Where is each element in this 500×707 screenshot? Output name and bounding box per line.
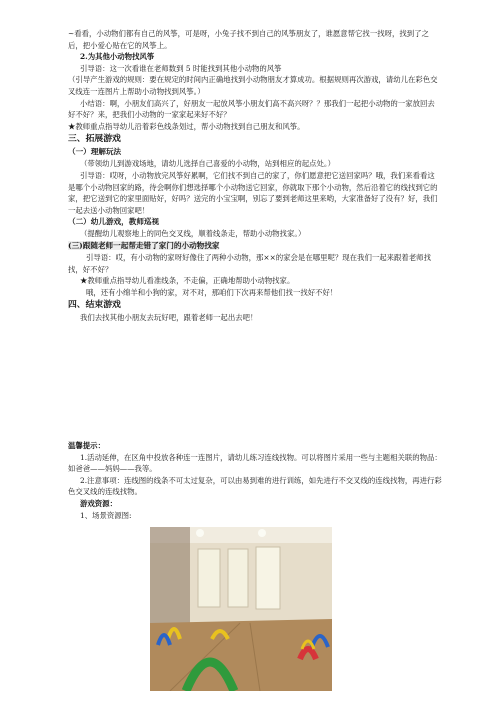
remind-paragraph: （提醒幼儿观察地上的同色交叉线，顺着线条走，帮助小动物找家。） (80, 229, 306, 239)
tips-title: 温馨提示： (68, 441, 105, 450)
resources-title: 游戏资源： (80, 498, 117, 508)
ceiling-light-icon (258, 529, 266, 537)
closing-line-sheep-dog: 哦，还有小绵羊和小狗的家，对不对，那咱们下次再来帮他们找一找好不好！ (86, 287, 338, 297)
lead-to-field-paragraph: （带领幼儿到游戏场地，请幼儿选择自己喜爱的小动物，站到相应的起点处。） (80, 159, 335, 169)
ceiling-light-icon (196, 529, 204, 537)
classroom-scene-icon (150, 527, 332, 691)
classroom-photo (150, 527, 332, 691)
section-heading-find-kites: 2.为其他小动物找风筝 (80, 52, 155, 62)
window-left-shape (198, 549, 220, 607)
heading-extension-game: 三、拓展游戏 (68, 134, 121, 145)
tip-item-2: 2.注意事项：连线图的线条不可太过复杂，可以由易到难的进行训练，如先进行不交叉线的连线找物，再进行彩色交叉线的连线找物。 (68, 475, 442, 497)
subheading-understand-rules: （一）理解玩法 (68, 147, 122, 157)
tip-item-1: 1.活动延伸，在区角中投放各种连一连图片，请幼儿练习连线找物。可以将图片采用一些与主题相关联的物品：如爸爸——妈妈——我等。 (68, 452, 442, 474)
lesson-plan-body (68, 28, 442, 324)
subheading-children-play: （二）幼儿游戏，教师巡视 (68, 217, 160, 227)
teacher-tip-1: ★教师重点指导幼儿沿着彩色线条划过，帮小动物找到自己朋友和风筝。 (68, 121, 305, 131)
rule-paragraph: （引导产生游戏的规则：要在规定的时间内正确地找到小动物朋友才算成功。根据规则再次游戏，请幼儿在彩色交叉线连一连图片上帮助小动物找到风筝。） (68, 75, 438, 96)
window-right-shape (256, 547, 280, 609)
tips-section (68, 440, 442, 521)
resources-item: 1、场景资源图: (80, 510, 132, 520)
end-game-paragraph: 我们去找其他小朋友去玩好吧，跟着老师一起出去吧！ (80, 313, 258, 323)
summary-paragraph: 小结语：啊，小朋友们高兴了，好朋友一起放风筝小朋友们高不高兴呀？？那我们一起把小动物的一家放回去好不好？来，把我们小动物的一家家起来好不好？ (68, 98, 435, 120)
guide-paragraph-3: 引导语：哎，有小动物的家呀好像住了两种小动物，那××的家会是在哪里呢？现在我们一起来跟着老师找找，好不好？ (68, 252, 431, 274)
window-mid-shape (228, 549, 248, 607)
guide-paragraph-2: 引导语：哎呀，小动物放完风筝好累啊，它们找不到自己的家了，你们愿意把它送回家吗？哦，我们来看看这是哪个小动物回家的路，待会啊你们想选择哪个小动物送它回家，你就取下那个小动物，然后沿着它的线找到它的家，把它送到它的家里面贴好，好吗？送完的小宝宝啊，别忘了要到老师这里来哟，大家准备好了没有？好，我们一起去送小动物回家吧！ (68, 170, 438, 215)
heading-end-game: 四、结束游戏 (68, 300, 121, 311)
teacher-tip-2: ★教师重点指导幼儿看准线条，不走偏，正确地帮助小动物找家。 (80, 276, 295, 286)
subheading-follow-teacher: (三)跟随老师一起帮走错了家门的小动物找家 (68, 240, 220, 250)
guide-paragraph-1: 引导语：这一次看谁在老师数到 5 时能找到其他小动物的风筝 (80, 63, 282, 73)
intro-paragraph: ~看看，小动物们都有自己的风筝，可是呀，小兔子找不到自己的风筝朋友了，谁愿意帮它找一找呀，找到了之后，把小爱心贴在它的风筝上。 (68, 29, 429, 50)
